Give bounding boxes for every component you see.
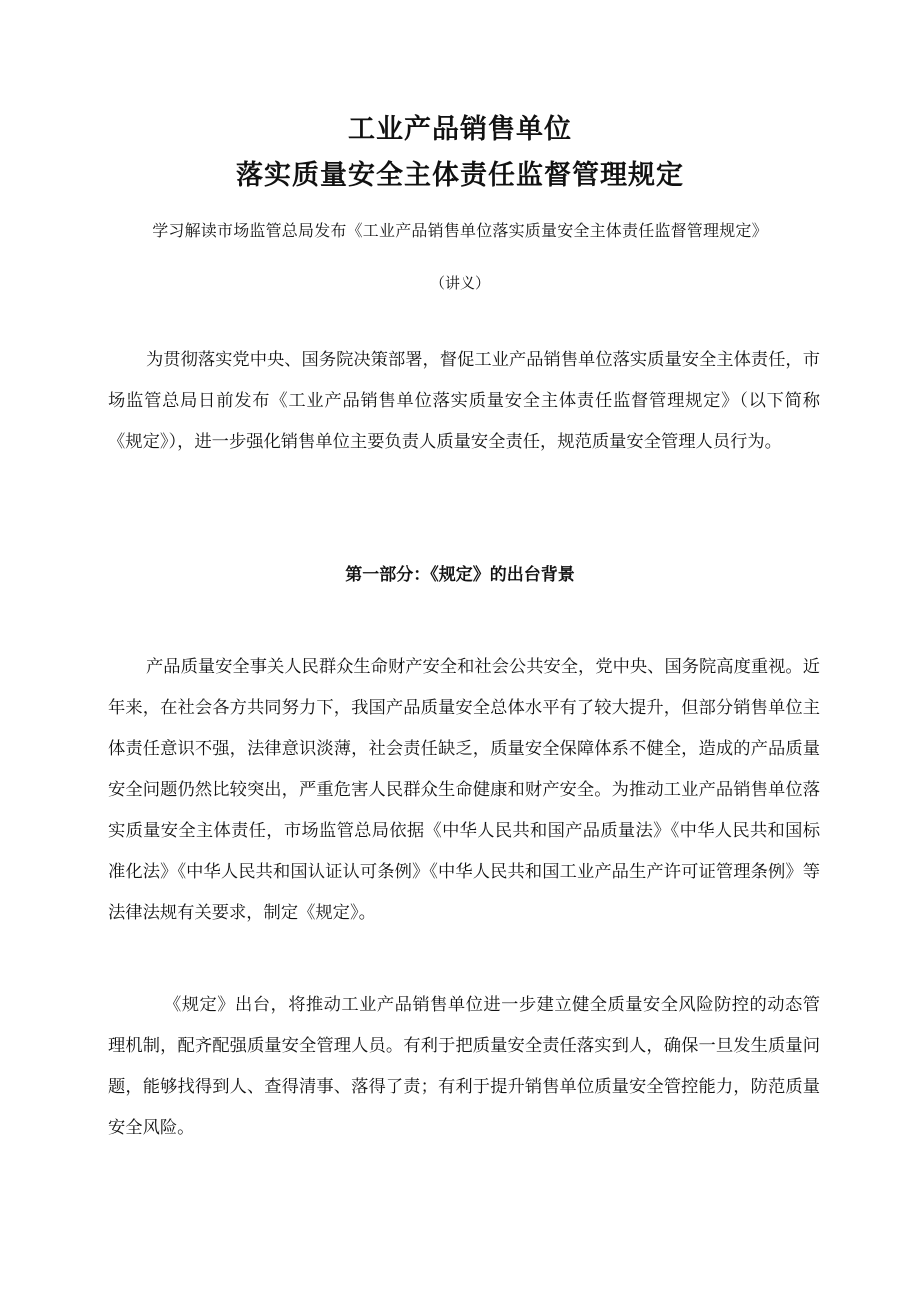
document-subtitle: 学习解读市场监管总局发布《工业产品销售单位落实质量安全主体责任监督管理规定》 bbox=[152, 221, 768, 240]
document-title-line-1: 工业产品销售单位 bbox=[348, 114, 572, 145]
document-title-line-2: 落实质量安全主体责任监督管理规定 bbox=[236, 160, 684, 191]
section-1-paragraph-2: 《规定》出台，将推动工业产品销售单位进一步建立健全质量安全风险防控的动态管理机制，配齐配强质量安全管理人员。有利于把质量安全责任落实到人，确保一旦发生质量问题，能够找得到人、查得清事、落得了责；有利于提升销售单位质量安全管控能力，防范质量安全风险。 bbox=[108, 995, 820, 1138]
intro-paragraph: 为贯彻落实党中央、国务院决策部署，督促工业产品销售单位落实质量安全主体责任，市场监管总局日前发布《工业产品销售单位落实质量安全主体责任监督管理规定》（以下简称《规定》），进一步强化销售单位主要负责人质量安全责任，规范质量安全管理人员行为。 bbox=[108, 350, 820, 452]
section-1-paragraph-1: 产品质量安全事关人民群众生命财产安全和社会公共安全，党中央、国务院高度重视。近年来，在社会各方共同努力下，我国产品质量安全总体水平有了较大提升，但部分销售单位主体责任意识不强，法律意识淡薄，社会责任缺乏，质量安全保障体系不健全，造成的产品质量安全问题仍然比较突出，严重危害人民群众生命健康和财产安全。为推动工业产品销售单位落实质量安全主体责任，市场监管总局依据《中华人民共和国产品质量法》《中华人民共和国标准化法》《中华人民共和国认证认可条例》《中华人民共和国工业产品生产许可证管理条例》等法律法规有关要求，制定《规定》。 bbox=[108, 657, 820, 923]
section-1-heading: 第一部分：《规定》的出台背景 bbox=[345, 565, 575, 585]
lecture-notes-label: （讲义） bbox=[429, 274, 490, 292]
